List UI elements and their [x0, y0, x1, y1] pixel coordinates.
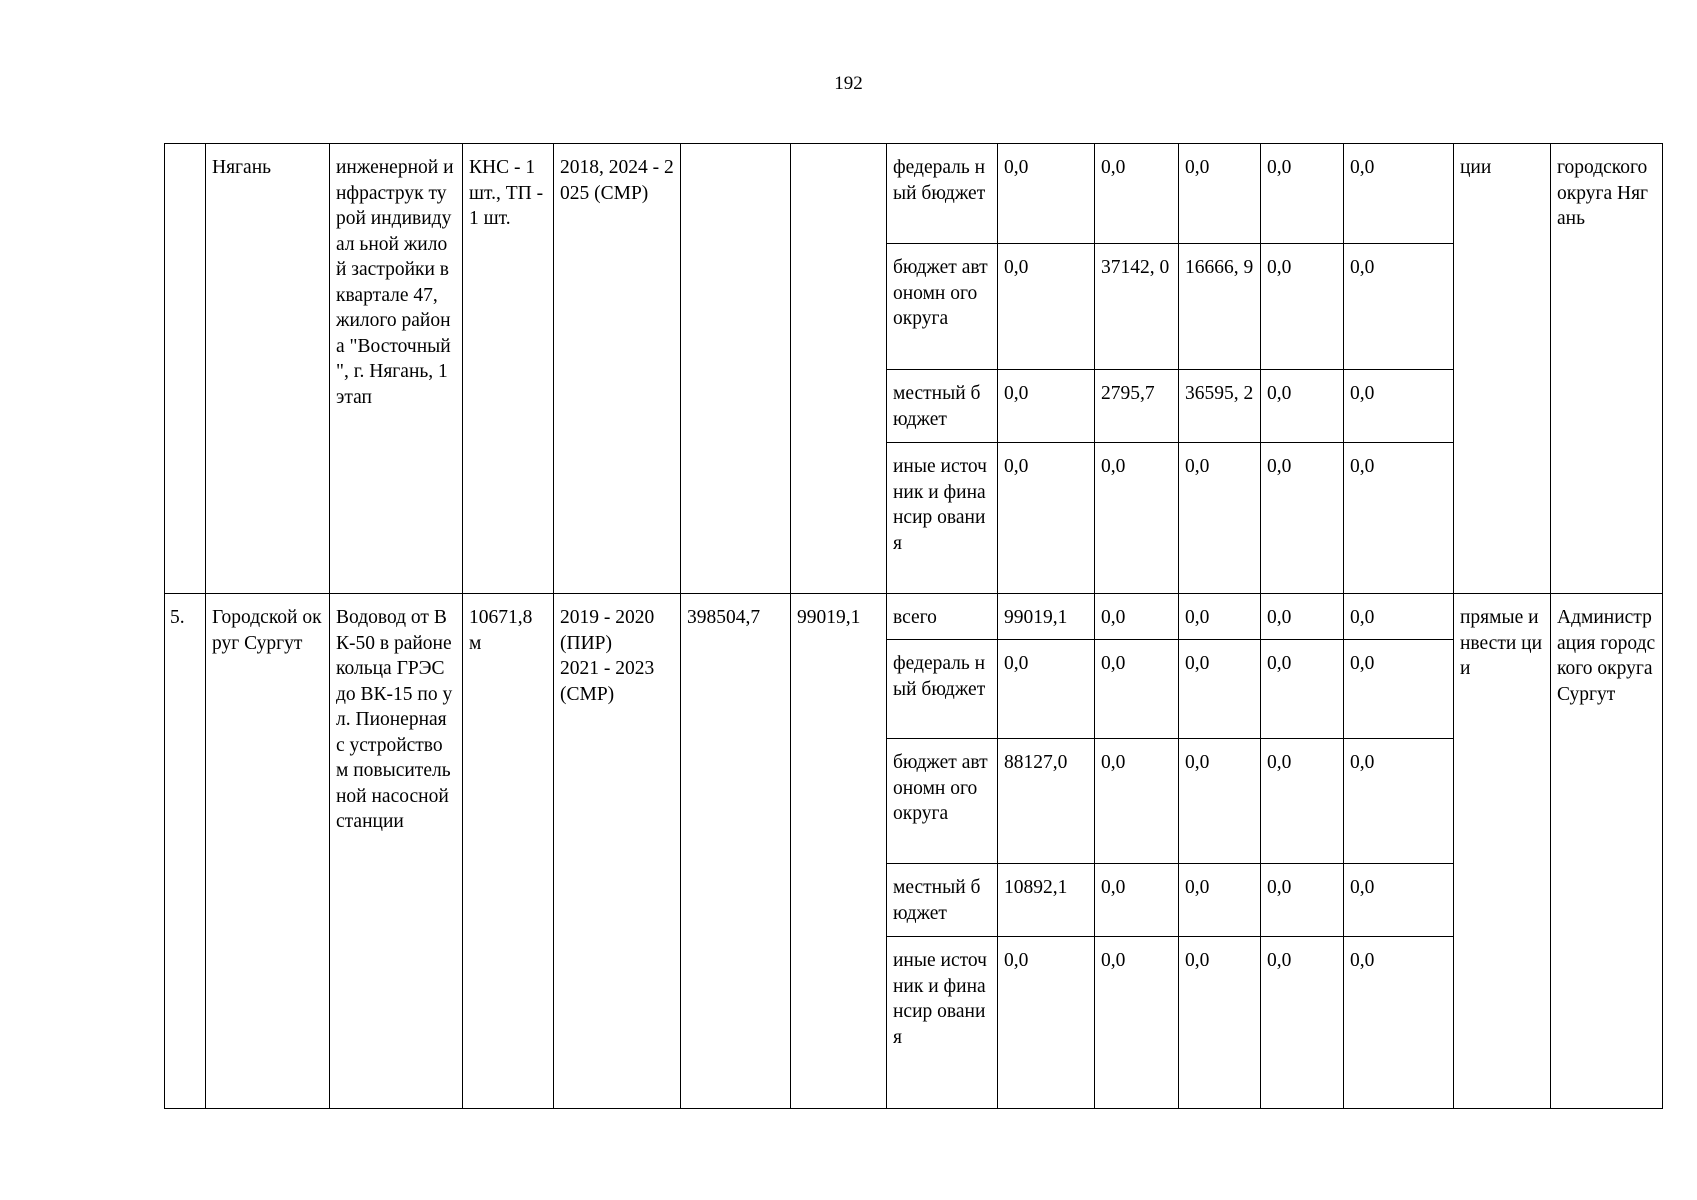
value-cell: 0,0 — [998, 144, 1095, 244]
value-cell: 0,0 — [1261, 640, 1344, 739]
value-cell: 0,0 — [1344, 594, 1454, 640]
value-cell: 0,0 — [1261, 144, 1344, 244]
value-cell: 0,0 — [1344, 739, 1454, 864]
value-cell: 0,0 — [1179, 443, 1261, 594]
value-cell: 0,0 — [998, 640, 1095, 739]
funding-source-cell: местный бюджет — [887, 370, 998, 443]
value-cell: 16666, 9 — [1179, 244, 1261, 370]
funding-source-cell: иные источник и финансир ования — [887, 937, 998, 1109]
row-number-cell: 5. — [165, 594, 206, 1109]
executor-cell: Администр ация городского округа Сургут — [1551, 594, 1663, 1109]
mechanism-cell: ции — [1454, 144, 1551, 594]
value-cell: 0,0 — [1261, 937, 1344, 1109]
value-cell: 0,0 — [1095, 739, 1179, 864]
executor-cell: городского округа Нягань — [1551, 144, 1663, 594]
page-number: 192 — [834, 73, 863, 94]
years-cell — [554, 594, 681, 1109]
value-cell: 0,0 — [1179, 640, 1261, 739]
value-cell: 0,0 — [998, 937, 1095, 1109]
value-cell: 0,0 — [1179, 937, 1261, 1109]
row-number-cell — [165, 144, 206, 594]
value-cell: 0,0 — [1261, 864, 1344, 937]
value-cell: 0,0 — [1179, 144, 1261, 244]
funding-source-cell: федераль ный бюджет — [887, 640, 998, 739]
value-cell: 0,0 — [998, 370, 1095, 443]
years-cell: 2018, 2024 - 2025 (СМР) — [554, 144, 681, 594]
value-cell: 0,0 — [1344, 443, 1454, 594]
mechanism-cell: прямые инвести ции — [1454, 594, 1551, 1109]
cost-cell: 398504,7 — [681, 594, 791, 1109]
value-cell: 0,0 — [1095, 864, 1179, 937]
capacity-cell: КНС - 1 шт., ТП - 1 шт. — [463, 144, 554, 594]
value-cell: 0,0 — [1344, 864, 1454, 937]
investment-table — [164, 143, 1663, 1109]
value-cell: 2795,7 — [1095, 370, 1179, 443]
remaining-cell — [791, 144, 887, 594]
funding-source-cell: федераль ный бюджет — [887, 144, 998, 244]
value-cell: 0,0 — [1179, 739, 1261, 864]
value-cell: 0,0 — [1095, 640, 1179, 739]
municipality-cell: Городской округ Сургут — [206, 594, 330, 1109]
value-cell: 0,0 — [1095, 443, 1179, 594]
value-cell: 0,0 — [1261, 443, 1344, 594]
value-cell: 99019,1 — [998, 594, 1095, 640]
value-cell: 0,0 — [1095, 594, 1179, 640]
value-cell: 10892,1 — [998, 864, 1095, 937]
object-name-cell: Водовод от ВК-50 в районе кольца ГРЭС до ВК-15 по ул. Пионерная с устройство м повыситель ной насосной станции — [330, 594, 463, 1109]
remaining-cell: 99019,1 — [791, 594, 887, 1109]
value-cell: 37142, 0 — [1095, 244, 1179, 370]
value-cell: 0,0 — [1344, 937, 1454, 1109]
value-cell: 36595, 2 — [1179, 370, 1261, 443]
value-cell: 0,0 — [998, 244, 1095, 370]
funding-source-cell: бюджет автономн ого округа — [887, 739, 998, 864]
value-cell: 0,0 — [1344, 244, 1454, 370]
value-cell: 0,0 — [1095, 144, 1179, 244]
value-cell: 0,0 — [1261, 244, 1344, 370]
capacity-cell: 10671,8 м — [463, 594, 554, 1109]
value-cell: 0,0 — [998, 443, 1095, 594]
table-row — [165, 594, 1663, 640]
funding-source-cell: местный бюджет — [887, 864, 998, 937]
value-cell: 88127,0 — [998, 739, 1095, 864]
value-cell: 0,0 — [1261, 370, 1344, 443]
value-cell: 0,0 — [1179, 594, 1261, 640]
cost-cell — [681, 144, 791, 594]
object-name-cell: инженерной инфраструк турой индивидуал ьной жилой застройки в квартале 47, жилого района "Восточный ", г. Нягань, 1 этап — [330, 144, 463, 594]
funding-source-cell: всего — [887, 594, 998, 640]
funding-source-cell: бюджет автономн ого округа — [887, 244, 998, 370]
value-cell: 0,0 — [1261, 594, 1344, 640]
value-cell: 0,0 — [1344, 144, 1454, 244]
municipality-cell: Нягань — [206, 144, 330, 594]
value-cell: 0,0 — [1344, 640, 1454, 739]
value-cell: 0,0 — [1179, 864, 1261, 937]
table-row — [165, 144, 1663, 244]
value-cell: 0,0 — [1095, 937, 1179, 1109]
value-cell: 0,0 — [1344, 370, 1454, 443]
value-cell: 0,0 — [1261, 739, 1344, 864]
funding-source-cell: иные источник и финансир ования — [887, 443, 998, 594]
years-text: 2019 - 2020 (ПИР) 2021 - 2023 (СМР) — [560, 607, 655, 705]
